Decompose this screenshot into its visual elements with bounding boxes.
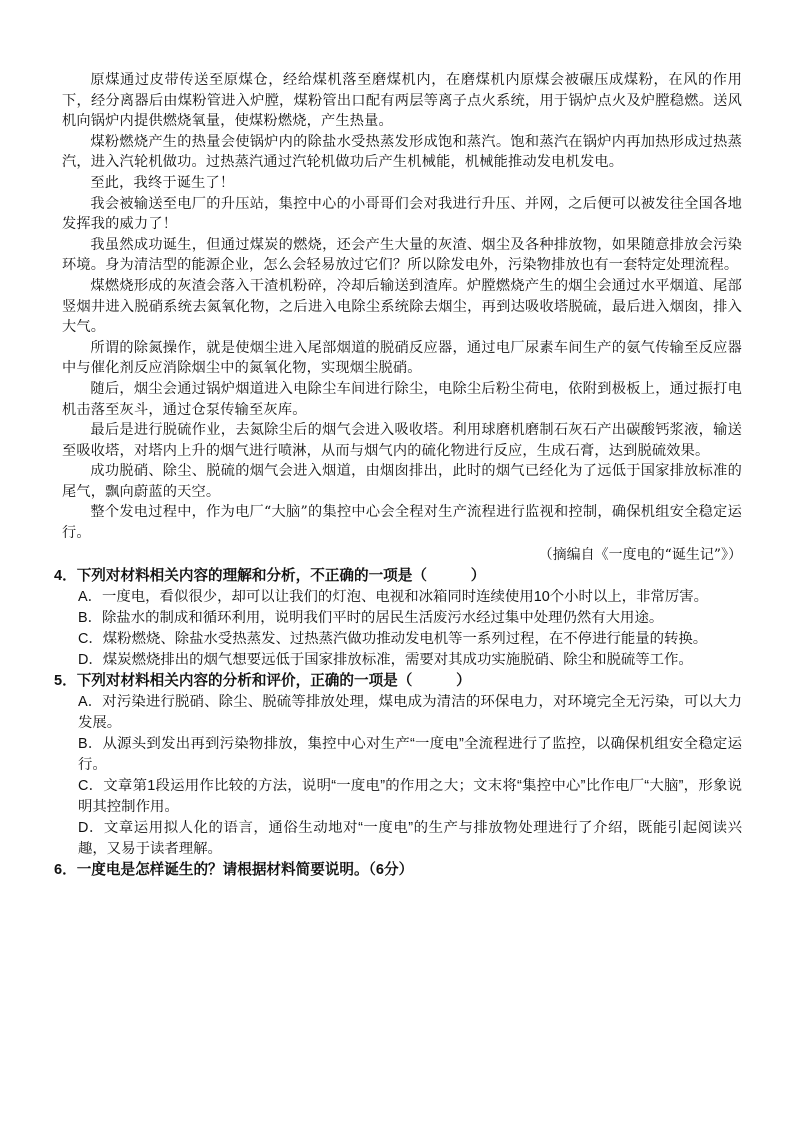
paragraph: 所谓的除氮操作，就是使烟尘进入尾部烟道的脱硝反应器，通过电厂尿素车间生产的氨气传输至反应器中与催化剂反应消除烟尘中的氮氧化物，实现烟尘脱硝。 xyxy=(62,339,742,377)
option-d: D．文章运用拟人化的语言，通俗生动地对“一度电”的生产与排放物处理进行了介绍，既能引起阅读兴趣，又易于读者理解。 xyxy=(78,819,742,857)
question-stem: 5．下列对材料相关内容的分析和评价，正确的一项是（ ） xyxy=(54,672,471,689)
article-body xyxy=(62,70,742,566)
option-d: D．煤炭燃烧排出的烟气想要远低于国家排放标准，需要对其成功实施脱硝、除尘和脱硫等工作。 xyxy=(78,651,693,668)
paragraph: 煤粉燃烧产生的热量会使锅炉内的除盐水受热蒸发形成饱和蒸汽。饱和蒸汽在锅炉内再加热形成过热蒸汽，进入汽轮机做功。过热蒸汽通过汽轮机做功后产生机械能，机械能推动发电机发电。 xyxy=(62,133,742,171)
paragraph: 至此，我终于诞生了！ xyxy=(90,174,235,191)
paragraph: 成功脱硝、除尘、脱硫的烟气会进入烟道，由烟囱排出，此时的烟气已经化为了远低于国家排放标准的尾气，飘向蔚蓝的天空。 xyxy=(62,463,742,500)
document-page xyxy=(54,70,742,881)
option-a: A．对污染进行脱硝、除尘、脱硫等排放处理，煤电成为清洁的环保电力，对环境完全无污染，可以大力发展。 xyxy=(78,693,742,731)
paragraph: 原煤通过皮带传送至原煤仓，经给煤机落至磨煤机内，在磨煤机内原煤会被碾压成煤粉，在风的作用下，经分离器后由煤粉管进入炉膛，煤粉管出口配有两层等离子点火系统，用于锅炉点火及炉膛稳燃。送风机向锅炉内提供燃烧氧量，使煤粉燃烧，产生热量。 xyxy=(62,72,742,130)
paragraph: 我虽然成功诞生，但通过煤炭的燃烧，还会产生大量的灰渣、烟尘及各种排放物，如果随意排放会污染环境。身为清洁型的能源企业，怎么会轻易放过它们？所以除发电外，污染物排放也有一套特定处理流程。 xyxy=(62,236,742,274)
paragraph: 我会被输送至电厂的升压站，集控中心的小哥哥们会对我进行升压、并网，之后便可以被发往全国各地发挥我的威力了！ xyxy=(62,195,742,233)
option-a: A．一度电，看似很少，却可以让我们的灯泡、电视和冰箱同时连续使用10个小时以上，非常厉害。 xyxy=(78,588,709,605)
option-c: C．煤粉燃烧、除盐水受热蒸发、过热蒸汽做功推动发电机等一系列过程，在不停进行能量的转换。 xyxy=(78,630,708,647)
question-5 xyxy=(54,671,742,860)
question-6 xyxy=(54,860,742,881)
question-4 xyxy=(54,566,742,671)
paragraph: 煤燃烧形成的灰渣会落入干渣机粉碎，冷却后输送到渣库。炉膛燃烧产生的烟尘会通过水平烟道、尾部竖烟井进入脱硝系统去氮氧化物，之后进入电除尘系统除去烟尘，再到达吸收塔脱硫，最后进入烟囱，排入大气。 xyxy=(62,277,742,336)
article-source: （摘编自《一度电的“诞生记”》） xyxy=(538,546,742,563)
option-b: B．从源头到发出再到污染物排放，集控中心对生产“一度电”全流程进行了监控，以确保机组安全稳定运行。 xyxy=(78,735,742,773)
question-stem: 6．一度电是怎样诞生的？请根据材料简要说明。（6分） xyxy=(54,861,414,878)
paragraph: 整个发电过程中，作为电厂“大脑”的集控中心会全程对生产流程进行监视和控制，确保机组安全稳定运行。 xyxy=(62,504,742,542)
paragraph: 最后是进行脱硫作业，去氮除尘后的烟气会进入吸收塔。利用球磨机磨制石灰石产出碳酸钙浆液，输送至吸收塔，对塔内上升的烟气进行喷淋，从而与烟气内的硫化物进行反应，生成石膏，达到脱硫效果。 xyxy=(62,422,742,459)
question-stem: 4．下列对材料相关内容的理解和分析，不正确的一项是（ ） xyxy=(54,567,486,584)
option-b: B．除盐水的制成和循环利用，说明我们平时的居民生活废污水经过集中处理仍然有大用途。 xyxy=(78,609,664,626)
option-c: C．文章第1段运用作比较的方法，说明“一度电”的作用之大；文末将“集控中心”比作电厂“大脑”，形象说明其控制作用。 xyxy=(78,777,742,815)
paragraph: 随后，烟尘会通过锅炉烟道进入电除尘车间进行除尘，电除尘后粉尘荷电，依附到极板上，通过振打电机击落至灰斗，通过仓泵传输至灰库。 xyxy=(62,380,742,418)
